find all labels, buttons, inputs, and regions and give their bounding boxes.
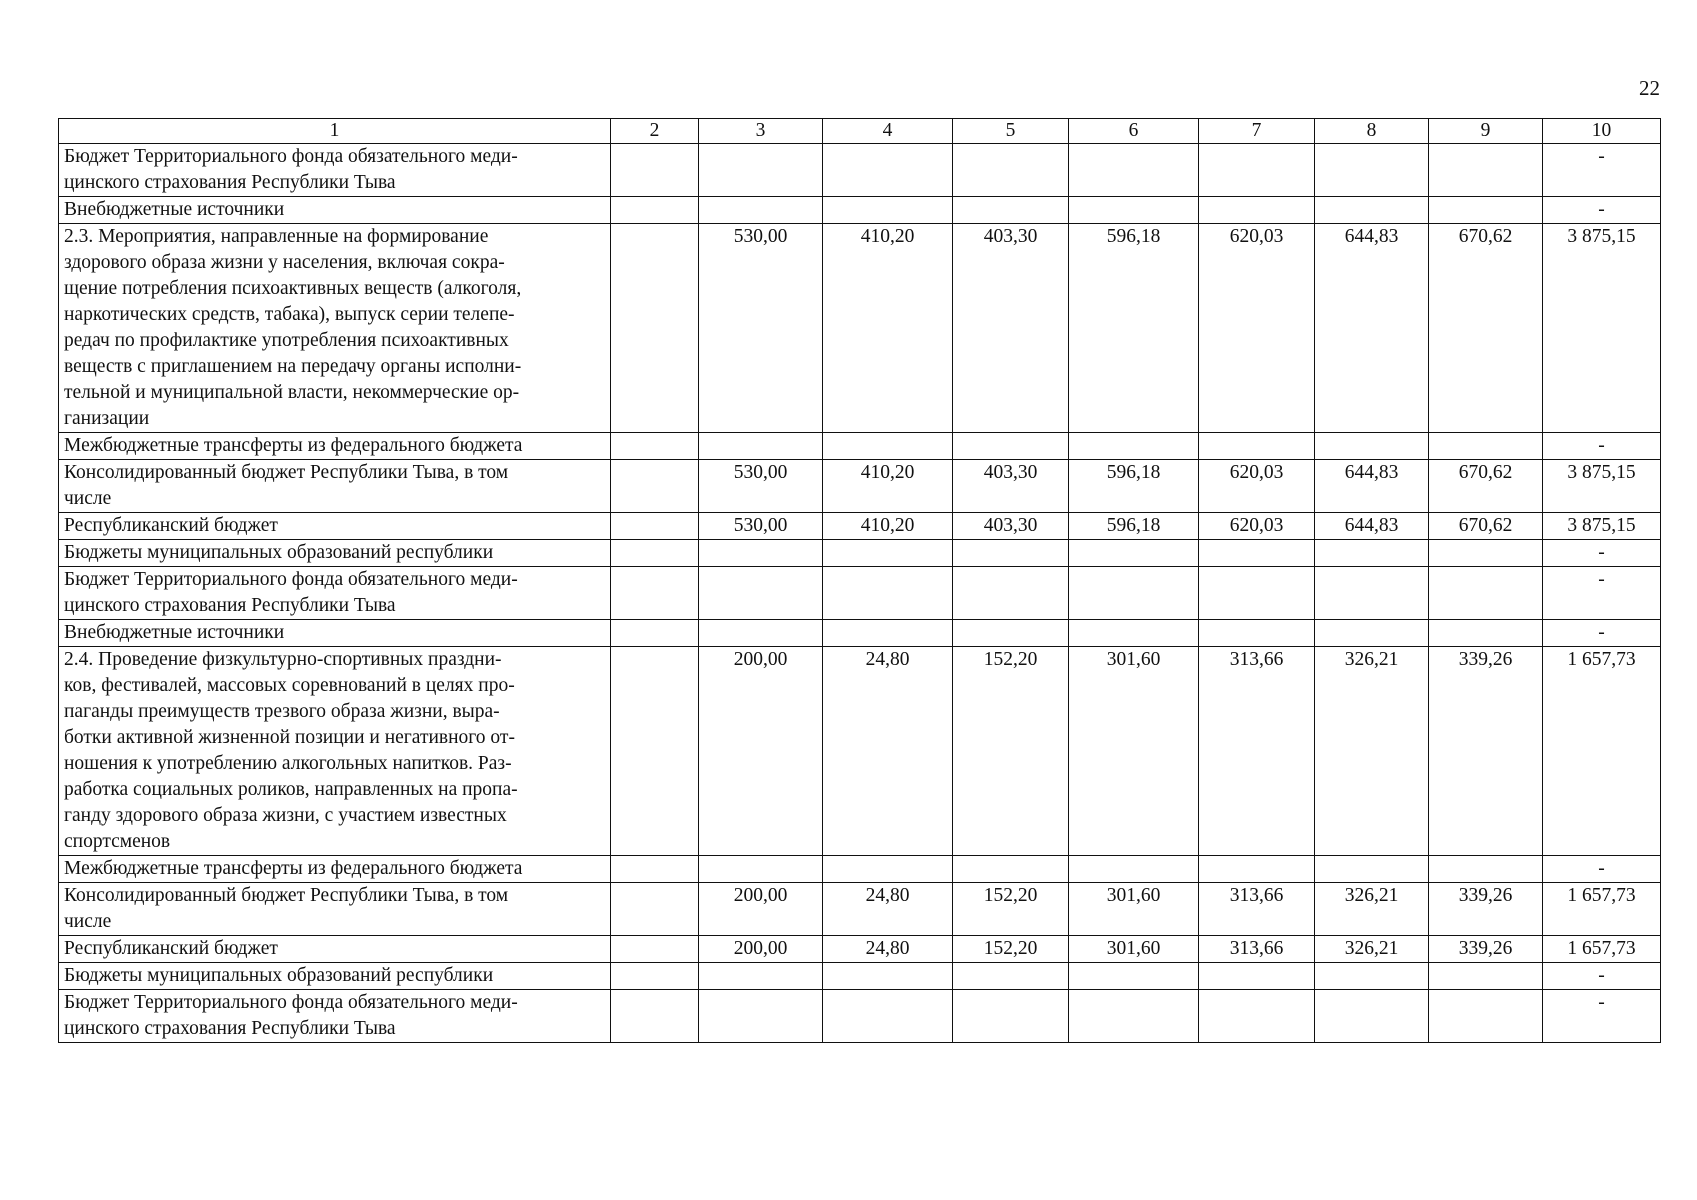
value-cell [1315,433,1429,460]
value-cell [1315,540,1429,567]
value-cell: 596,18 [1069,224,1199,433]
value-cell: 339,26 [1429,883,1543,936]
value-cell [1199,540,1315,567]
value-cell: 530,00 [699,460,823,513]
row-label: 2.3. Мероприятия, направленные на формирование здорового образа жизни у населения, включая сокра- щение потребления психоактивных веществ (алкоголя, наркотических средств, табака), выпуск серии телепе- редач по профилактике употребления психоактивных веществ с приглашением на передачу органы исполни- тельной и муниципальной власти, некоммерческие ор- ганизации [59,224,611,433]
value-cell [953,433,1069,460]
value-cell [823,540,953,567]
value-cell [1069,567,1199,620]
value-cell [1199,620,1315,647]
total-cell: 1 657,73 [1543,936,1661,963]
value-cell: 313,66 [1199,647,1315,856]
value-cell [823,567,953,620]
column-header-3: 3 [699,119,823,144]
value-cell [953,856,1069,883]
total-cell: - [1543,144,1661,197]
column-2-cell [611,433,699,460]
value-cell: 152,20 [953,647,1069,856]
value-cell [1429,567,1543,620]
table-row [59,883,1661,936]
value-cell: 301,60 [1069,936,1199,963]
value-cell: 620,03 [1199,224,1315,433]
value-cell [1429,144,1543,197]
value-cell [1315,620,1429,647]
row-label: Бюджет Территориального фонда обязательного меди- цинского страхования Республики Тыва [59,990,611,1043]
value-cell: 301,60 [1069,883,1199,936]
table-row [59,856,1661,883]
table-row [59,963,1661,990]
column-header-2: 2 [611,119,699,144]
total-cell: - [1543,540,1661,567]
column-header-8: 8 [1315,119,1429,144]
value-cell: 326,21 [1315,936,1429,963]
column-2-cell [611,540,699,567]
column-2-cell [611,513,699,540]
row-label: Бюджет Территориального фонда обязательного меди- цинского страхования Республики Тыва [59,144,611,197]
value-cell [823,433,953,460]
value-cell [823,620,953,647]
column-2-cell [611,856,699,883]
row-label: Республиканский бюджет [59,513,611,540]
value-cell: 403,30 [953,224,1069,433]
value-cell: 339,26 [1429,647,1543,856]
row-label: Межбюджетные трансферты из федерального бюджета [59,433,611,460]
value-cell [1199,856,1315,883]
value-cell: 403,30 [953,513,1069,540]
value-cell: 200,00 [699,936,823,963]
table-row [59,224,1661,433]
value-cell [1315,963,1429,990]
column-2-cell [611,936,699,963]
table-row [59,990,1661,1043]
value-cell: 644,83 [1315,513,1429,540]
table-row [59,540,1661,567]
row-label: 2.4. Проведение физкультурно-спортивных праздни- ков, фестивалей, массовых соревнований в целях про- паганды преимуществ трезвого образа жизни, выра- ботки активной жизненной позиции и негативного от- ношения к употреблению алкогольных напитков. Раз- работка социальных роликов, направленных на пропа- ганду здорового образа жизни, с участием известных спортсменов [59,647,611,856]
row-label: Межбюджетные трансферты из федерального бюджета [59,856,611,883]
value-cell: 670,62 [1429,513,1543,540]
value-cell [1069,540,1199,567]
value-cell: 620,03 [1199,513,1315,540]
value-cell [953,197,1069,224]
value-cell: 530,00 [699,513,823,540]
value-cell: 152,20 [953,936,1069,963]
column-header-1: 1 [59,119,611,144]
value-cell [1315,567,1429,620]
row-label: Республиканский бюджет [59,936,611,963]
table-row [59,513,1661,540]
table-header [59,119,1661,144]
value-cell [823,963,953,990]
value-cell [953,567,1069,620]
value-cell [1069,620,1199,647]
table-row [59,647,1661,856]
value-cell: 326,21 [1315,883,1429,936]
value-cell: 339,26 [1429,936,1543,963]
row-label: Внебюджетные источники [59,620,611,647]
value-cell [1429,620,1543,647]
total-cell: 1 657,73 [1543,883,1661,936]
value-cell: 313,66 [1199,883,1315,936]
column-header-7: 7 [1199,119,1315,144]
value-cell [699,856,823,883]
value-cell: 24,80 [823,883,953,936]
value-cell [953,963,1069,990]
row-label: Консолидированный бюджет Республики Тыва, в том числе [59,883,611,936]
total-cell: 3 875,15 [1543,460,1661,513]
table-row [59,460,1661,513]
value-cell [699,990,823,1043]
value-cell: 403,30 [953,460,1069,513]
row-label: Консолидированный бюджет Республики Тыва, в том числе [59,460,611,513]
total-cell: - [1543,856,1661,883]
value-cell: 596,18 [1069,460,1199,513]
column-2-cell [611,647,699,856]
value-cell [953,990,1069,1043]
value-cell [1429,540,1543,567]
value-cell: 670,62 [1429,224,1543,433]
value-cell: 596,18 [1069,513,1199,540]
column-2-cell [611,197,699,224]
value-cell [699,620,823,647]
value-cell [823,144,953,197]
total-cell: - [1543,197,1661,224]
column-2-cell [611,883,699,936]
value-cell: 313,66 [1199,936,1315,963]
value-cell: 644,83 [1315,460,1429,513]
column-2-cell [611,460,699,513]
row-label: Внебюджетные источники [59,197,611,224]
table-row [59,144,1661,197]
value-cell [1315,990,1429,1043]
table-row [59,197,1661,224]
column-header-4: 4 [823,119,953,144]
column-header-6: 6 [1069,119,1199,144]
value-cell [1199,197,1315,224]
row-label: Бюджеты муниципальных образований республики [59,540,611,567]
column-header-9: 9 [1429,119,1543,144]
value-cell [699,144,823,197]
column-2-cell [611,144,699,197]
value-cell: 24,80 [823,936,953,963]
row-label: Бюджет Территориального фонда обязательного меди- цинского страхования Республики Тыва [59,567,611,620]
column-2-cell [611,224,699,433]
value-cell [1069,856,1199,883]
value-cell: 620,03 [1199,460,1315,513]
value-cell [1315,144,1429,197]
value-cell [1069,963,1199,990]
value-cell [1199,990,1315,1043]
value-cell: 326,21 [1315,647,1429,856]
value-cell [1069,433,1199,460]
value-cell: 410,20 [823,460,953,513]
total-cell: - [1543,963,1661,990]
value-cell [953,620,1069,647]
value-cell: 200,00 [699,647,823,856]
value-cell [1199,567,1315,620]
value-cell: 152,20 [953,883,1069,936]
value-cell [699,567,823,620]
total-cell: - [1543,433,1661,460]
column-header-5: 5 [953,119,1069,144]
value-cell [823,856,953,883]
column-2-cell [611,990,699,1043]
value-cell [1429,990,1543,1043]
total-cell: 3 875,15 [1543,224,1661,433]
value-cell [1429,963,1543,990]
value-cell [1429,433,1543,460]
value-cell [823,197,953,224]
value-cell: 670,62 [1429,460,1543,513]
table-body [59,144,1661,1043]
value-cell [953,540,1069,567]
value-cell [1069,990,1199,1043]
total-cell: 3 875,15 [1543,513,1661,540]
total-cell: - [1543,567,1661,620]
value-cell: 530,00 [699,224,823,433]
total-cell: 1 657,73 [1543,647,1661,856]
value-cell: 200,00 [699,883,823,936]
value-cell [1429,856,1543,883]
header-row [59,119,1661,144]
value-cell [823,990,953,1043]
value-cell: 410,20 [823,513,953,540]
column-header-10: 10 [1543,119,1661,144]
value-cell [699,540,823,567]
budget-table [58,118,1661,1043]
value-cell: 410,20 [823,224,953,433]
value-cell: 644,83 [1315,224,1429,433]
value-cell [953,144,1069,197]
value-cell [1199,433,1315,460]
value-cell [1069,144,1199,197]
page-number: 22 [1639,76,1660,100]
value-cell [699,963,823,990]
value-cell [699,197,823,224]
value-cell [1429,197,1543,224]
table-row [59,620,1661,647]
table-row [59,433,1661,460]
column-2-cell [611,567,699,620]
value-cell [1069,197,1199,224]
value-cell [699,433,823,460]
value-cell [1315,197,1429,224]
value-cell [1199,963,1315,990]
total-cell: - [1543,990,1661,1043]
value-cell [1199,144,1315,197]
total-cell: - [1543,620,1661,647]
value-cell [1315,856,1429,883]
table-row [59,567,1661,620]
column-2-cell [611,963,699,990]
value-cell: 301,60 [1069,647,1199,856]
column-2-cell [611,620,699,647]
value-cell: 24,80 [823,647,953,856]
row-label: Бюджеты муниципальных образований республики [59,963,611,990]
table-row [59,936,1661,963]
